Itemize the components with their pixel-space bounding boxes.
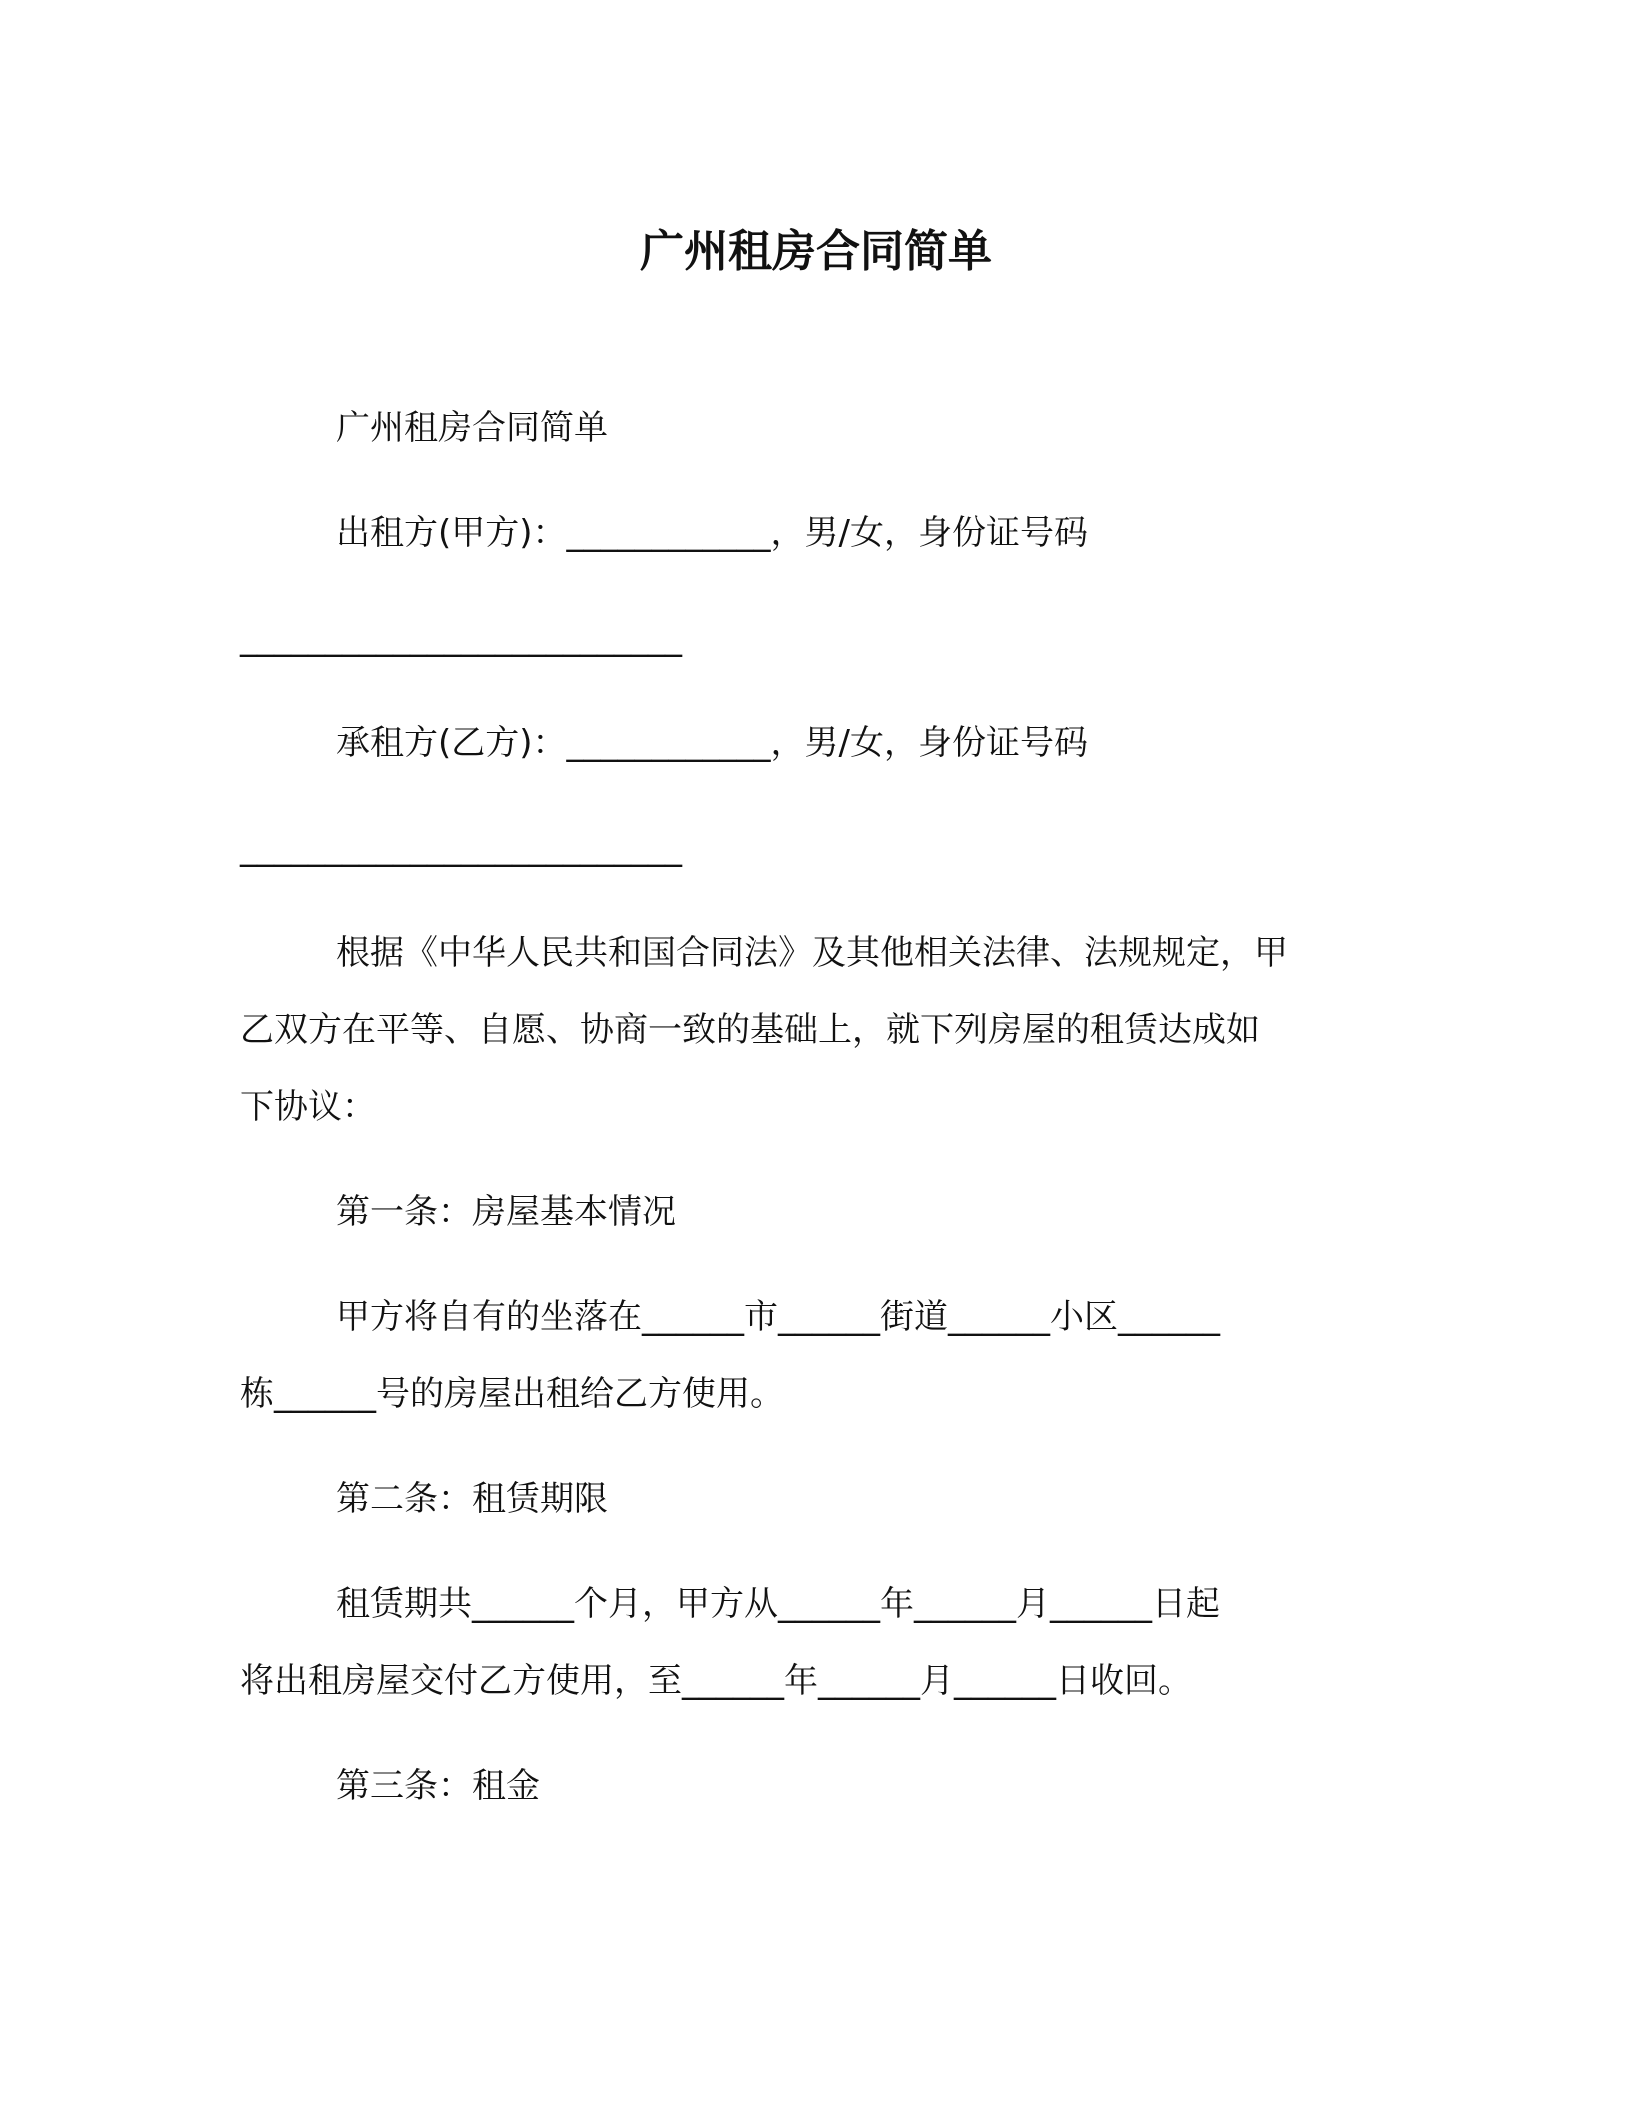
document-title: 广州租房合同简单 [640, 226, 992, 277]
article-3-heading: 第三条：租金 [336, 1766, 540, 1806]
preamble-line-1: 根据《中华人民共和国合同法》及其他相关法律、法规规定，甲 [336, 933, 1288, 973]
lessee-line: 承租方(乙方)：____________，男/女，身份证号码 [336, 723, 1088, 763]
document-body [240, 390, 1390, 1825]
article-2-heading: 第二条：租赁期限 [336, 1479, 608, 1519]
article-1-line-1: 甲方将自有的坐落在______市______街道______小区______ [336, 1297, 1220, 1337]
article-2-line-1: 租赁期共______个月，甲方从______年______月______日起 [336, 1584, 1220, 1624]
preamble-line-3: 下协议： [240, 1087, 376, 1127]
preamble-line-2: 乙双方在平等、自愿、协商一致的基础上，就下列房屋的租赁达成如 [240, 1010, 1260, 1050]
article-2-line-2: 将出租房屋交付乙方使用，至______年______月______日收回。 [240, 1661, 1192, 1701]
lessor-id-blank: __________________________ [240, 618, 682, 658]
article-1-line-2: 栋______号的房屋出租给乙方使用。 [240, 1374, 784, 1414]
lessor-line: 出租方(甲方)：____________，男/女，身份证号码 [336, 513, 1088, 553]
lessee-id-blank: __________________________ [240, 828, 682, 868]
subtitle-paragraph: 广州租房合同简单 [336, 408, 608, 448]
article-1-heading: 第一条：房屋基本情况 [336, 1192, 676, 1232]
